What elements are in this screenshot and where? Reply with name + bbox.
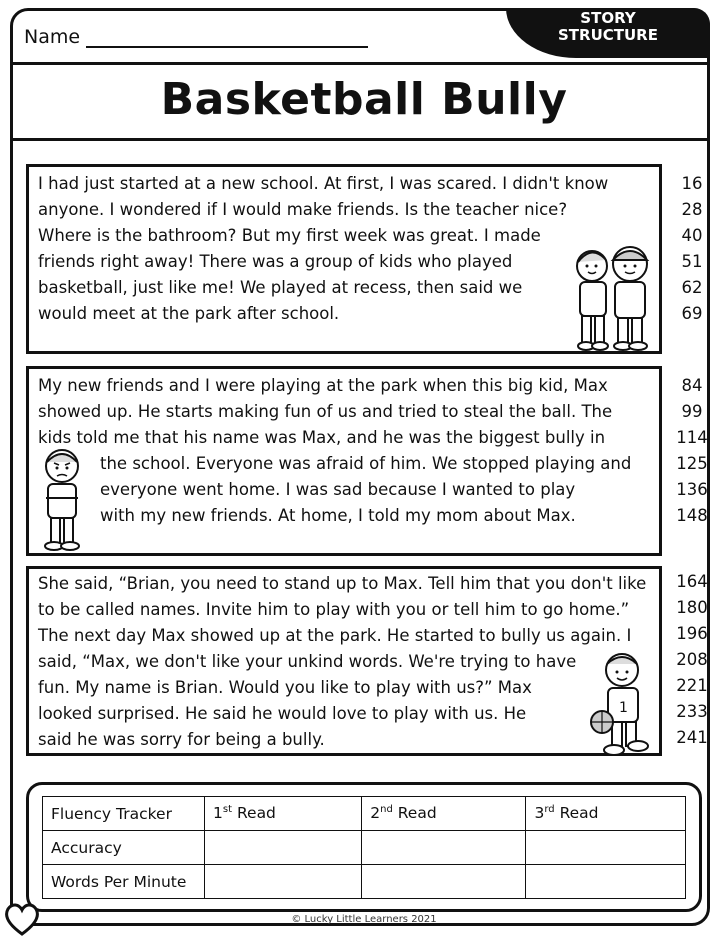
word-count: 28 [681,200,703,219]
passage-line: said he was sorry for being a bully. [38,730,325,749]
tracker-cell[interactable] [526,865,686,899]
tab-line-2: STRUCTURE [558,26,658,44]
kids-illustration-icon [568,240,658,352]
word-count: 84 [681,376,703,395]
tracker-cell[interactable] [205,831,362,865]
word-count: 164 [676,572,708,591]
read2-sup: nd [380,804,393,816]
word-count: 69 [681,304,703,323]
tracker-cell[interactable] [526,831,686,865]
fluency-tracker-table [42,796,686,899]
passage-line: friends right away! There was a group of kids who played [38,252,513,271]
header-divider [12,62,708,65]
read1-text: Read [236,804,276,823]
tracker-row-accuracy: Accuracy [43,831,205,865]
read3-text: Read [559,804,599,823]
word-count: 180 [676,598,708,617]
word-count: 148 [676,506,708,525]
read2-text: Read [397,804,437,823]
basketball-boy-icon [588,650,654,760]
word-count: 40 [681,226,703,245]
word-count: 16 [681,174,703,193]
word-count: 208 [676,650,708,669]
tracker-cell[interactable] [362,831,526,865]
passage-line: showed up. He starts making fun of us and tried to steal the ball. The [38,402,613,421]
word-count: 51 [681,252,703,271]
name-line[interactable] [86,28,368,48]
tracker-cell[interactable] [205,865,362,899]
passage-line: the school. Everyone was afraid of him. We stopped playing and [100,454,632,473]
passage-line: Where is the bathroom? But my first week was great. I made [38,226,541,245]
tracker-header-label: Fluency Tracker [43,797,205,831]
passage-line: She said, “Brian, you need to stand up to Max. Tell him that you don't like [38,574,647,593]
word-count: 62 [681,278,703,297]
read3-sup: rd [544,804,555,816]
passage-line: looked surprised. He said he would love to play with us. He [38,704,527,723]
passage-line: My new friends and I were playing at the park when this big kid, Max [38,376,608,395]
word-count: 114 [676,428,708,447]
passage-line: everyone went home. I was sad because I wanted to play [100,480,576,499]
word-count: 221 [676,676,708,695]
word-count: 196 [676,624,708,643]
name-label: Name [24,26,81,48]
passage-line: The next day Max showed up at the park. He started to bully us again. I [38,626,632,645]
read1-sup: st [222,804,233,816]
word-count: 99 [681,402,703,421]
passage-line: fun. My name is Brian. Would you like to play with us?” Max [38,678,532,697]
passage-line: with my new friends. At home, I told my mom about Max. [100,506,576,525]
copyright: © Lucky Little Learners 2021 [291,914,437,925]
tracker-col-read1 [205,797,362,831]
passage-line: anyone. I wondered if I would make friends. Is the teacher nice? [38,200,568,219]
page-title: Basketball Bully [160,74,568,125]
grumpy-boy-icon [38,446,86,554]
word-count: 136 [676,480,708,499]
passage-line: basketball, just like me! We played at recess, then said we [38,278,523,297]
word-count: 241 [676,728,708,747]
tracker-row-wpm: Words Per Minute [43,865,205,899]
read3-num: 3 [534,804,545,823]
heart-icon [2,900,42,938]
title-divider [12,138,708,141]
tab-line-1: STORY [580,9,636,27]
word-count: 233 [676,702,708,721]
read1-num: 1 [213,804,223,823]
tracker-cell[interactable] [362,865,526,899]
passage-line: said, “Max, we don't like your unkind words. We're trying to have [38,652,577,671]
passage-line: I had just started at a new school. At first, I was scared. I didn't know [38,174,609,193]
tracker-col-read3 [526,797,686,831]
passage-line: would meet at the park after school. [38,304,340,323]
svg-text:1: 1 [619,700,628,716]
word-count: 125 [676,454,708,473]
passage-line: kids told me that his name was Max, and he was the biggest bully in [38,428,606,447]
tracker-col-read2 [362,797,526,831]
read2-num: 2 [370,804,381,823]
name-field [24,26,368,48]
passage-line: to be called names. Invite him to play with you or tell him to go home.” [38,600,630,619]
